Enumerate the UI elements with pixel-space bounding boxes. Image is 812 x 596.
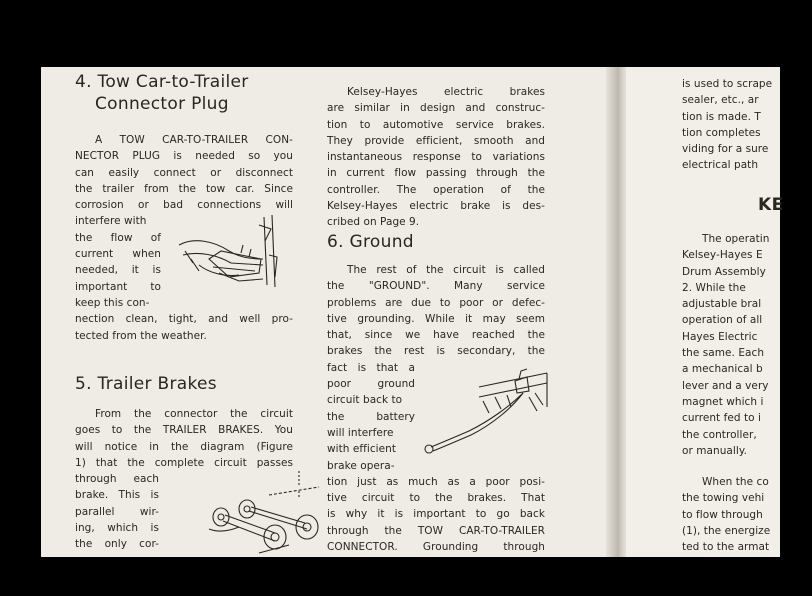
text-line: the trailer from the tow car. Since [75,182,293,195]
section-6-heading: 6. Ground [327,232,414,252]
text-line: operation of all [682,314,763,327]
section-4-heading: 4. Tow Car-to-Trailer [75,72,249,92]
text-line: tive grounding. While it may seem [327,312,545,325]
text-line: brake. This is [75,489,159,502]
text-line: tion just as much as a poor posi- [327,475,545,488]
text-line: Kelsey-Hayes electric brake is des- [327,200,545,213]
text-line: will notice in the diagram (Figure [75,440,293,453]
text-line: Drum Assembly [682,265,766,278]
text-line: tive circuit to the brakes. That [327,492,545,505]
section-4-heading-line2: Connector Plug [95,94,229,114]
book-gutter [606,67,628,557]
text-line: the battery [327,410,415,423]
text-line: brakes the rest is secondary, the [327,345,545,358]
text-line: needed, it is [75,264,161,277]
text-line: corrosion or bad connections will [75,199,293,212]
text-line: magnet which i [682,395,764,408]
text-line: brake opera- [327,459,395,472]
text-line: parallel wir- [75,505,159,518]
text-line: instantaneous response to variations [327,151,545,164]
trailer-axle-illustration [199,469,309,559]
text-line: through the TOW CAR-TO-TRAILER [327,524,545,537]
right-section-heading: KE [758,195,784,215]
text-line: or manually. [682,444,747,457]
text-line: tion completes [682,126,761,139]
text-line: the "GROUND". Many service [327,280,545,293]
text-line: current when [75,248,161,261]
text-line: interfere with [75,215,147,228]
text-line: the flow of [75,231,161,244]
text-line: the same. Each [682,347,765,360]
text-line: can easily connect or disconnect [75,166,293,179]
text-line: poor ground [327,378,415,391]
text-line: 1) that the complete circuit passes [75,456,293,469]
text-line: problems are due to poor or defec- [327,296,545,309]
text-line: Kelsey-Hayes electric brakes [347,86,545,98]
text-line: the towing vehi [682,492,765,505]
text-line: Kelsey-Hayes E [682,249,763,262]
text-line: through each [75,473,159,486]
text-line: to flow through [682,508,763,521]
text-line: electrical path [682,159,759,172]
text-line: keep this con- [75,296,150,309]
text-line: tion to automotive service brakes. [327,118,545,131]
text-line: is used to scrape [682,78,773,90]
text-line: Hayes Electric [682,330,758,343]
text-line: ing, which is [75,522,159,535]
text-line: adjustable bral [682,298,762,311]
text-line: a mechanical b [682,363,763,376]
right-middle-text [682,231,812,459]
text-line: tion is made. T [682,110,761,123]
text-line: viding for a sure [682,143,769,156]
section-5-heading: 5. Trailer Brakes [75,374,217,394]
ground-wire-illustration [419,367,549,462]
text-line: goes to the TRAILER BRAKES. You [75,424,293,437]
text-line: From the connector the circuit [95,408,293,420]
text-line: controller. The operation of the [327,183,545,196]
text-line: The operatin [702,233,770,245]
text-line: 2. While the [682,281,746,294]
text-line: fact is that a [327,361,415,374]
text-line: the controller, [682,428,757,441]
left-page [41,67,616,557]
text-line: the only cor- [75,538,159,551]
text-line: sealer, etc., ar [682,94,759,107]
text-line: NECTOR PLUG is needed so you [75,150,293,163]
text-line: ted to the armat [682,541,770,554]
column-2-intro [327,84,545,231]
right-top-text [682,76,812,174]
text-line: current fed to i [682,412,761,425]
text-line: with efficient [327,443,397,456]
text-line: circuit back to [327,394,403,407]
text-line: A TOW CAR-TO-TRAILER CON- [95,134,293,146]
text-line: They provide efficient, smooth and [327,134,545,147]
text-line: tected from the weather. [75,329,207,342]
right-page [626,67,784,557]
text-line: important to [75,280,161,293]
right-bottom-text [682,474,812,555]
text-line: are similar in design and construc- [327,102,545,115]
text-line: The rest of the circuit is called [347,264,545,276]
text-line: CONNECTOR. Grounding through [327,541,545,554]
text-line: When the co [702,476,769,488]
text-line: in current flow passing through the [327,167,545,180]
text-line: that, since we have reached the [327,329,545,342]
text-line: cribed on Page 9. [327,216,420,229]
text-line: (1), the energize [682,524,771,537]
text-line: lever and a very [682,379,769,392]
text-line: will interfere [327,426,394,439]
connector-plug-illustration [169,215,289,295]
text-line: nection clean, tight, and well pro- [75,313,293,326]
text-line: is why it is important to go back [327,508,545,521]
